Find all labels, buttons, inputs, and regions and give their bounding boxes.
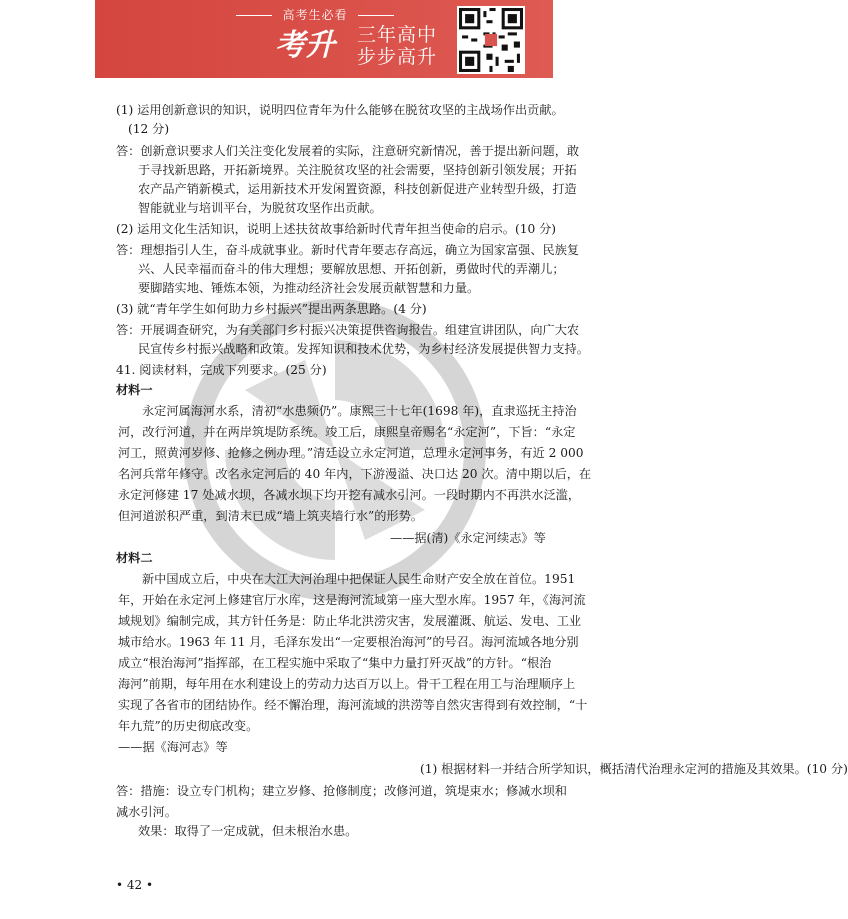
banner-tagline-row	[215, 6, 415, 23]
slogan	[357, 24, 437, 68]
material-text: 域规划》编制完成，其方针任务是：防止华北洪涝灾害，发展灌溉、航运、发电、工业	[118, 614, 582, 628]
material-text: 新中国成立后，中央在大江大河治理中把保证人民生命财产安全放在首位。1951	[142, 572, 576, 586]
answer-text: 答：理想指引人生，奋斗成就事业。新时代青年要志存高远，确立为国家富强、民族复	[116, 243, 580, 257]
answer-text: 民宣传乡村振兴战略和政策。发挥知识和技术优势，为乡村经济发展提供智力支持。	[138, 342, 589, 356]
question-text: (1) 运用创新意识的知识，说明四位青年为什么能够在脱贫攻坚的主战场作出贡献。	[116, 103, 564, 117]
answer-text: 答：开展调查研究，为有关部门乡村振兴决策提供咨询报告。组建宣讲团队，向广大农	[116, 323, 580, 337]
material-text: 成立“根治海河”指挥部，在工程实施中采取了“集中力量打歼灭战”的方针。“根治	[118, 656, 552, 670]
material-text: ——据《海河志》等	[118, 740, 228, 754]
answer-text: 农产品产销新模式，运用新技术开发闲置资源，科技创新促进产业转型升级，打造	[138, 182, 577, 196]
question-text: (3) 就“青年学生如何助力乡村振兴”提出两条思路。(4 分)	[116, 302, 427, 316]
question-heading: 41. 阅读材料，完成下列要求。(25 分)	[116, 363, 327, 377]
material-text: 名河兵常年修守。改名永定河后的 40 年内，下游漫溢、决口达 20 次。清中期以后，在	[118, 467, 592, 481]
citation: ——据(清)《永定河续志》等	[390, 531, 546, 545]
answer-text: 兴、人民幸福而奋斗的伟大理想；要解放思想、开拓创新，勇做时代的弄潮儿；	[138, 262, 565, 276]
material-text: 年，开始在永定河上修建官厅水库，这是海河流域第一座大型水库。1957 年，《海河流	[118, 593, 586, 607]
header-banner	[95, 0, 553, 78]
citation: (1) 根据材料一并结合所学知识，概括清代治理永定河的措施及其效果。(10 分)	[420, 762, 848, 776]
answer-text: 答：创新意识要求人们关注变化发展着的实际，注意研究新情况，善于提出新问题，敢	[116, 144, 580, 158]
material-heading: 材料一	[116, 383, 153, 397]
material-heading: 材料二	[116, 551, 153, 565]
material-text: 永定河修建 17 处减水坝，各减水坝下均开挖有减水引河。一段时期内不再洪水泛滥，	[118, 488, 581, 502]
material-text: 河工，照黄河岁修、抢修之例办理。”清廷设立永定河道，总理永定河事务，有近 2 000	[118, 446, 584, 460]
divider	[358, 15, 394, 16]
question-text: 答：措施：设立专门机构；建立岁修、抢修制度；改修河道，筑堤束水；修减水坝和	[116, 784, 567, 798]
answer-text: 于寻找新思路，开拓新境界。关注脱贫攻坚的社会需要，坚持创新引领发展；开拓	[138, 163, 577, 177]
banner-tagline: 高考生必看	[282, 8, 348, 22]
answer-text: 减水引河。	[116, 805, 177, 819]
answer-text: 要脚踏实地、锤炼本领，为推动经济社会发展贡献智慧和力量。	[138, 281, 480, 295]
material-text: 年九荒”的历史彻底改变。	[118, 719, 259, 733]
answer-text: 智能就业与培训平台，为脱贫攻坚作出贡献。	[138, 201, 382, 215]
material-text: 但河道淤积严重，到清末已成“墙上筑夹墙行水”的形势。	[118, 509, 423, 523]
page-number: • 42 •	[116, 878, 154, 892]
answer-text: 效果：取得了一定成就，但未根治水患。	[138, 824, 358, 838]
slogan-line-1: 三年高中	[357, 24, 438, 46]
qr-code-icon	[457, 6, 525, 74]
material-text: 永定河属海河水系，清初“水患频仍”。康熙三十七年(1698 年)，直隶巡抚主持治	[142, 404, 577, 418]
question-text: (2) 运用文化生活知识，说明上述扶贫故事给新时代青年担当使命的启示。(10 分)	[116, 222, 557, 236]
material-text: 实现了各省市的团结协作。经不懈治理，海河流域的洪涝等自然灾害得到有效控制，“十	[118, 698, 588, 712]
brand-logo: 考升	[275, 28, 335, 63]
material-text: 城市给水。1963 年 11 月，毛泽东发出“一定要根治海河”的号召。海河流域各地分别	[118, 635, 579, 649]
score-text: (12 分)	[128, 122, 170, 136]
material-text: 海河”前期，每年用在水利建设上的劳动力达百万以上。骨干工程在用工与治理顺序上	[118, 677, 576, 691]
slogan-line-2: 步步高升	[357, 46, 438, 68]
material-text: 河，改行河道，并在两岸筑堤防系统。竣工后，康熙皇帝赐名“永定河”，下旨：“永定	[118, 425, 576, 439]
divider	[236, 15, 272, 16]
